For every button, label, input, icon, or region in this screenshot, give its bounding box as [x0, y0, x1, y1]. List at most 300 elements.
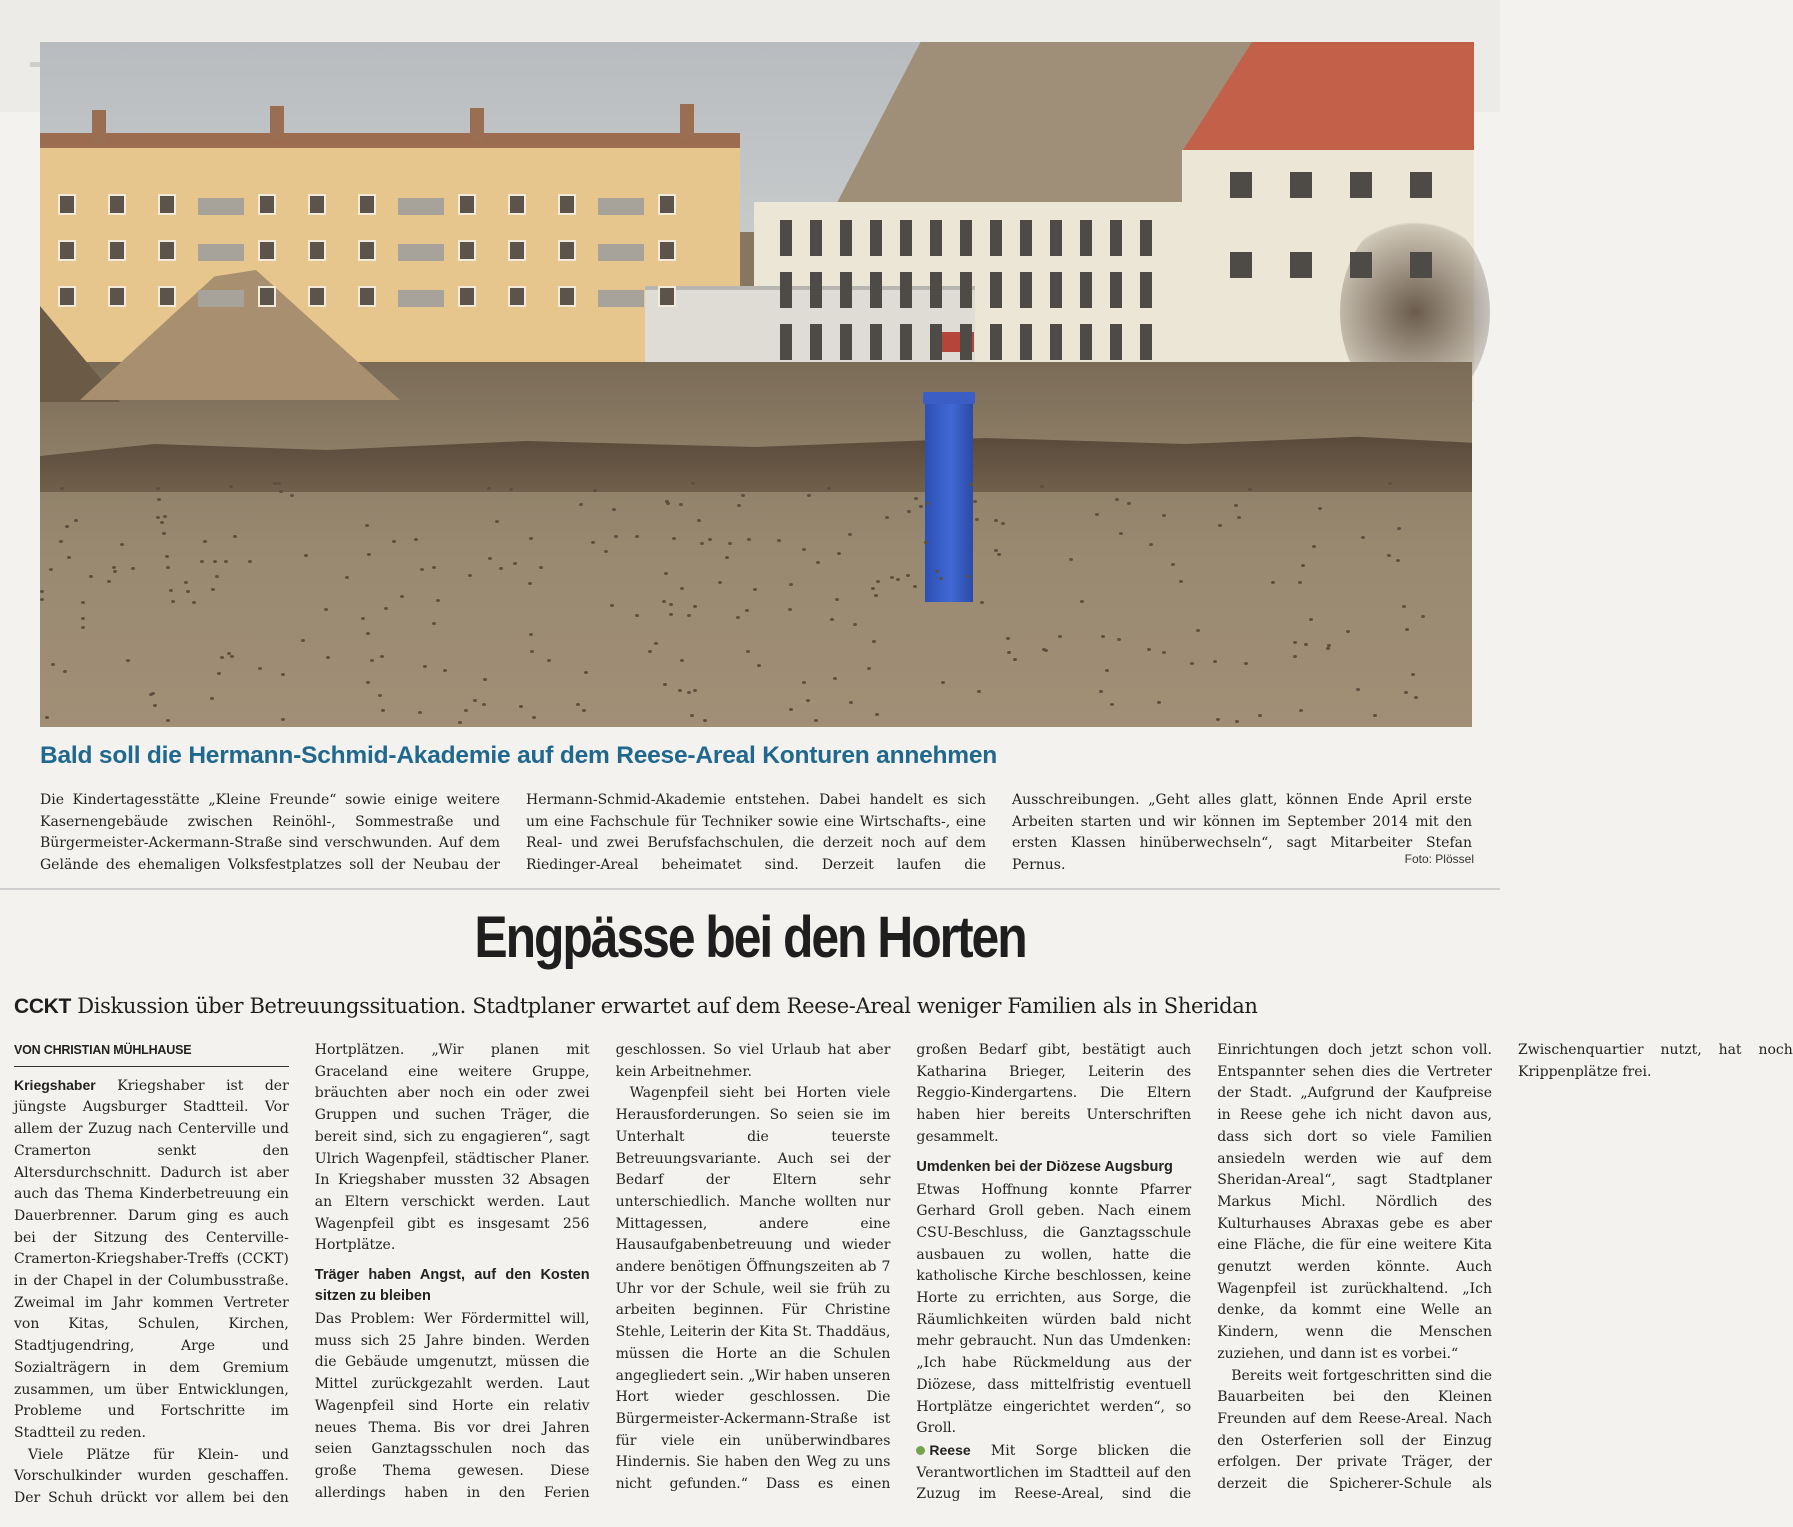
photo-ground-speck — [1216, 718, 1220, 721]
photo-ground-speck — [1119, 532, 1123, 535]
photo-ground-speck — [149, 693, 153, 696]
article-subhead: Träger haben Angst, auf den Kosten sitzen zu bleiben — [314, 1267, 590, 1305]
photo-ground-speck — [1356, 688, 1360, 691]
photo-balcony — [598, 290, 644, 307]
photo-ground-speck — [885, 516, 889, 519]
photo-ground-speck — [687, 691, 691, 694]
photo-academy-window — [1110, 220, 1122, 256]
photo-ground-speck — [1293, 641, 1297, 644]
caption-text: Die Kindertagesstätte „Kleine Freunde“ sowie einige weitere Kasernengebäude zwischen Reinöhl-, Sommestraße und Bürgermeister-Ackermann-Straße sind verschwunden. Auf dem Gelände des ehemaligen Volksfestplatzes soll der Neubau der Hermann-Schmid-Akademie entstehen. Dabei handelt es sich um eine Fachschule für Techniker sowie eine Wirtschafts-, eine Real- und zwei Berufsfachschulen, die derzeit noch auf dem Riedinger-Areal beheimatet sind. Derzeit laufen die Ausschreibungen. „Geht alles glatt, können Ende April erste Arbeiten starten und wir können im September 2014 mit den ersten Klassen hinüberwechseln“, sagt Mitarbeiter Stefan Pernus. — [40, 792, 1472, 873]
photo-window — [258, 240, 276, 261]
photo-ground-speck — [1304, 643, 1308, 646]
photo-ground-speck — [487, 487, 491, 490]
photo-ground-speck — [1326, 647, 1330, 650]
photo-ground-speck — [468, 574, 472, 577]
section-divider — [0, 888, 1500, 890]
photo-ground-speck — [672, 537, 676, 540]
photo-academy-window — [900, 220, 912, 256]
photo-ground-speck — [1405, 628, 1409, 631]
photo-ground-speck — [220, 656, 224, 659]
photo-ground-speck — [184, 581, 188, 584]
photo-ground-speck — [301, 639, 305, 642]
photo-window — [658, 240, 676, 261]
photo-academy-window — [1140, 272, 1152, 308]
photo-ground-speck — [1312, 545, 1316, 548]
photo-ground-speck — [157, 498, 161, 501]
photo-ground-speck — [1258, 714, 1262, 717]
photo-academy-window — [1410, 172, 1432, 198]
photo-ground-speck — [432, 622, 436, 625]
photo-academy-window — [1110, 272, 1122, 308]
photo-ground-speck — [211, 588, 215, 591]
photo-academy-window — [1110, 324, 1122, 360]
photo-ground-speck — [1404, 691, 1408, 694]
photo-ground-speck — [1157, 701, 1161, 704]
photo-ground-speck — [1006, 637, 1010, 640]
photo-ground-speck — [691, 482, 695, 485]
photo-academy-window — [810, 220, 822, 256]
photo-ground-speck — [700, 542, 704, 545]
photo-ground-speck — [604, 550, 608, 553]
photo-ground-speck — [576, 703, 580, 706]
photo-ground-speck — [366, 681, 370, 684]
photo-window — [558, 240, 576, 261]
photo-ground-speck — [473, 699, 477, 702]
photo-balcony — [398, 244, 444, 261]
photo-ground-speck — [1149, 543, 1153, 546]
photo-ground-speck — [664, 572, 668, 575]
photo-ground-speck — [1235, 720, 1239, 723]
photo-ground-speck — [60, 487, 64, 490]
photo-ground-speck — [941, 681, 945, 684]
photo-ground-speck — [233, 535, 237, 538]
photo-ground-speck — [874, 594, 878, 597]
photo-ground-speck — [679, 503, 683, 506]
photo-ground-speck — [443, 669, 447, 672]
article-paragraph-text: Mit Sorge blicken die Verantwortlichen im Stadtteil auf den Zuzug im Reese-Areal, sind die Einrichtungen doch jetzt schon voll. Entspannter sehen dies die Vertreter der Stadt. „Aufgrund der Kaufpreise in Reese gehe ich nicht davon aus, dass sich dort so viele Familien ansiedeln werden wie auf dem Sheridan-Areal“, sagt Stadtplaner Markus Michl. Nördlich des Kulturhauses Abraxas gebe es aber eine Fläche, die für eine weitere Kita genutzt werden könnte. Auch Wagenpfeil ist zurückhaltend. „Ich denke, da kommt eine Welle an Kindern, wenn die Menschen zuziehen, und dann ist es vorbei.“ — [916, 1042, 1492, 1503]
photo-ground-speck — [74, 519, 78, 522]
photo-ground-speck — [203, 540, 207, 543]
reese-bullet-icon — [916, 1446, 925, 1455]
photo-ground-speck — [367, 553, 371, 556]
photo-ground-speck — [690, 714, 694, 717]
photo-window — [58, 286, 76, 307]
photo-ground-speck — [746, 650, 750, 653]
photo-ground-speck — [131, 567, 135, 570]
photo-ground-speck — [1402, 605, 1406, 608]
photo-ground-speck — [458, 721, 462, 724]
photo-ground-speck — [853, 623, 857, 626]
photo-ground-speck — [969, 483, 973, 486]
photo-ground-speck — [747, 538, 751, 541]
photo-ground-speck — [848, 533, 852, 536]
photo-ground-speck — [612, 508, 616, 511]
photo-ground-speck — [1179, 580, 1183, 583]
photo-ground — [40, 362, 1472, 727]
photo-ground-speck — [935, 570, 939, 573]
photo-window — [258, 194, 276, 215]
photo-ground-speck — [1361, 536, 1365, 539]
photo-ground-speck — [163, 515, 167, 518]
photo-ground-speck — [816, 561, 820, 564]
photo-ground-speck — [499, 567, 503, 570]
photo-ground-speck — [1110, 703, 1114, 706]
photo-ground-speck — [610, 604, 614, 607]
photo-ground-speck — [1095, 513, 1099, 516]
photo-ground-speck — [370, 659, 374, 662]
photo-ground-speck — [584, 671, 588, 674]
photo-ground-speck — [162, 532, 166, 535]
caption-body — [40, 790, 1472, 876]
dateline: Kriegshaber — [14, 1076, 96, 1093]
photo-ground-speck — [807, 494, 811, 497]
photo-window — [158, 286, 176, 307]
photo-ground-speck — [432, 566, 436, 569]
photo-ground-speck — [1013, 658, 1017, 661]
photo-ground-speck — [277, 482, 281, 485]
photo-ground-speck — [1069, 558, 1073, 561]
photo-ground-speck — [423, 665, 427, 668]
article-paragraph: Bereits weit fortgeschritten sind die Bauarbeiten bei den Kleinen Freunden auf dem Reese-Areal. Nach den Osterferien soll der Einzug erfolgen. Der private Träger, der derzeit die Spicherer-Schule als Zwischenquartier nutzt, hat noch Krippenplätze frei. — [1217, 1042, 1793, 1493]
photo-ground-speck — [966, 575, 970, 578]
photo-ground-speck — [830, 618, 834, 621]
photo-ground-speck — [680, 587, 684, 590]
headline: Engpässe bei den Horten — [474, 905, 1026, 970]
article-body — [14, 1040, 1793, 1510]
photo-ground-speck — [693, 689, 697, 692]
photo-window — [508, 194, 526, 215]
photo-academy-window — [990, 220, 1002, 256]
photo-ground-speck — [697, 519, 701, 522]
photo-ground-speck — [669, 603, 673, 606]
photo-ground-speck — [1127, 502, 1131, 505]
photo-ground-speck — [290, 494, 294, 497]
photo-ground-speck — [529, 537, 533, 540]
photo-balcony — [198, 244, 244, 261]
photo-ground-speck — [1196, 629, 1200, 632]
photo-balcony — [198, 290, 244, 307]
photo-ground-speck — [107, 580, 111, 583]
photo-ground-speck — [1293, 655, 1297, 658]
photo-academy-window — [1410, 252, 1432, 278]
photo-ground-speck — [483, 678, 487, 681]
photo-ground-speck — [488, 557, 492, 560]
photo-window — [158, 240, 176, 261]
photo-ground-speck — [1397, 527, 1401, 530]
photo-ground-speck — [919, 505, 923, 508]
photo-ground-speck — [1271, 581, 1275, 584]
photo-ground-speck — [126, 659, 130, 662]
photo-ground-speck — [913, 585, 917, 588]
photo-academy-window — [780, 272, 792, 308]
photo-ground-speck — [81, 617, 85, 620]
photo-academy-window — [990, 272, 1002, 308]
photo-ground-speck — [384, 607, 388, 610]
photo-ground-speck — [1117, 638, 1121, 641]
photo-ground-speck — [1162, 651, 1166, 654]
photo-ground-speck — [789, 708, 793, 711]
photo-ground-speck — [737, 504, 741, 507]
article-paragraph: Wagenpfeil sieht bei Horten viele Herausforderungen. So seien sie im Unterhalt die teuerste Betreuungsvariante. Auch sei der Bedarf der Eltern sehr unterschiedlich. Manche wollten nur Mittagessen, andere eine Hausaufgabenbetreuung und wieder andere benötigen Öffnungszeiten ab 7 Uhr vor der Schule, weil sie früh zu arbeiten beginnen. Für Christine Stehle, Leiterin der Kita St. Thaddäus, müssen die Horte an die Schulen angegliedert sein. „Wir haben unseren Hort wieder geschlossen. Die Bürgermeister-Ackermann-Straße ist für viele ein unüberwindbares Hindernis. Sie haben den Weg zu uns nicht gefunden.“ Dass es einen großen Bedarf gibt, bestätigt auch Katharina Brieger, Leiterin des Reggio-Kindergartens. Die Eltern haben hier bereits Unterschriften gesammelt. — [615, 1042, 1192, 1493]
photo-ground-speck — [872, 640, 876, 643]
photo-balcony — [198, 198, 244, 215]
photo-academy-window — [960, 272, 972, 308]
photo-ground-speck — [40, 590, 44, 593]
photo-ground-speck — [1298, 581, 1302, 584]
photo-ground-speck — [519, 705, 523, 708]
photo-ground-speck — [113, 570, 117, 573]
photo-ground-speck — [663, 683, 667, 686]
photo-ground-speck — [1299, 709, 1303, 712]
photo-ground-speck — [420, 568, 424, 571]
photo-ground-speck — [227, 652, 231, 655]
photo-ground-speck — [156, 516, 160, 519]
photo-window — [358, 240, 376, 261]
photo-ground-speck — [378, 694, 382, 697]
photo-chimney — [470, 108, 484, 142]
photo-ground-speck — [680, 659, 684, 662]
photo-ground-speck — [907, 510, 911, 513]
photo-ground-speck — [741, 494, 745, 497]
photo-academy-window — [960, 324, 972, 360]
photo-ground-speck — [192, 601, 196, 604]
photo-window — [158, 194, 176, 215]
photo-ground-speck — [1042, 648, 1046, 651]
photo-ground-speck — [802, 681, 806, 684]
photo-ground-speck — [1162, 514, 1166, 517]
photo-ground-speck — [529, 633, 533, 636]
photo-ground-speck — [728, 542, 732, 545]
photo-window — [58, 240, 76, 261]
photo-academy-window — [810, 272, 822, 308]
photo-ground-speck — [876, 580, 880, 583]
photo-academy-window — [1020, 272, 1032, 308]
photo-ground-speck — [532, 716, 536, 719]
photo-ground-speck — [1115, 498, 1119, 501]
photo-ground-speck — [1007, 651, 1011, 654]
photo-ground-speck — [258, 667, 262, 670]
photo-academy-window — [1050, 220, 1062, 256]
photo-ground-speck — [591, 541, 595, 544]
photo-ground-speck — [871, 587, 875, 590]
photo-ground-speck — [789, 583, 793, 586]
photo-ground-speck — [994, 519, 998, 522]
photo-ground-speck — [400, 595, 404, 598]
photo-ground-speck — [777, 539, 781, 542]
photo-ground-speck — [662, 600, 666, 603]
photo-ground-speck — [703, 719, 707, 722]
photo-window — [308, 240, 326, 261]
photo-ground-speck — [914, 497, 918, 500]
photo-ground-speck — [166, 719, 170, 722]
photo-ground-speck — [547, 659, 551, 662]
photo-ground-speck — [1101, 635, 1105, 638]
photo-ground-speck — [418, 711, 422, 714]
photo-academy-window — [1050, 324, 1062, 360]
photo-ground-speck — [63, 670, 67, 673]
photo-academy-window — [1020, 324, 1032, 360]
photo-ground-speck — [837, 552, 841, 555]
photo-ground-speck — [215, 575, 219, 578]
photo-ground-speck — [213, 560, 217, 563]
photo-ground-speck — [654, 642, 658, 645]
photo-ground-speck — [1213, 660, 1217, 663]
photo-ground-speck — [200, 560, 204, 563]
photo-window — [108, 240, 126, 261]
photo-ground-speck — [160, 521, 164, 524]
photo-ground-speck — [513, 562, 517, 565]
article-photo — [40, 42, 1472, 727]
photo-ground-speck — [279, 490, 283, 493]
photo-window — [458, 240, 476, 261]
photo-credit: Foto: Plössel — [1404, 852, 1474, 866]
photo-ground-speck — [495, 520, 499, 523]
photo-ground-speck — [678, 689, 682, 692]
photo-ground-speck — [975, 518, 979, 521]
photo-academy-window — [990, 324, 1002, 360]
photo-ground-speck — [1248, 488, 1252, 491]
photo-ground-speck — [380, 655, 384, 658]
photo-ground-speck — [806, 699, 810, 702]
photo-ground-speck — [482, 703, 486, 706]
photo-academy-window — [1290, 252, 1312, 278]
photo-ground-speck — [509, 488, 513, 491]
photo-academy-window — [870, 324, 882, 360]
photo-ground-speck — [229, 485, 233, 488]
photo-ground-speck — [361, 617, 365, 620]
photo-ground-speck — [745, 609, 749, 612]
photo-ground-speck — [248, 560, 252, 563]
photo-academy-window — [1350, 172, 1372, 198]
photo-ground-speck — [1346, 630, 1350, 633]
article-paragraph: Etwas Hoffnung konnte Pfarrer Gerhard Groll geben. Nach einem CSU-Beschluss, die Ganztagsschule ausbauen zu wollen, hatte die katholische Kirche beschlossen, keine Horte zu errichten, aus Sorge, die Räumlichkeiten würden bald nicht mehr gebraucht. Nun das Umdenken: „Ich habe Rückmeldung aus der Diözese, dass mittelfristig eventuell Hortplätze eingerichtet werden“, so Groll. — [916, 1181, 1192, 1437]
photo-ground-speck — [345, 576, 349, 579]
photo-ground-speck — [1234, 504, 1238, 507]
photo-ground-speck — [1421, 615, 1425, 618]
photo-ground-speck — [835, 598, 839, 601]
photo-ground-speck — [165, 555, 169, 558]
photo-ground-speck — [980, 601, 984, 604]
photo-ground-speck — [1080, 600, 1084, 603]
photo-ground-speck — [530, 650, 534, 653]
photo-ground-speck — [1396, 559, 1400, 562]
photo-academy-window — [1230, 252, 1252, 278]
photo-ground-speck — [51, 663, 55, 666]
photo-window — [258, 286, 276, 307]
photo-ground-speck — [217, 672, 221, 675]
photo-academy-window — [900, 324, 912, 360]
photo-window — [508, 240, 526, 261]
photo-ground-speck — [326, 656, 330, 659]
photo-window — [308, 194, 326, 215]
photo-balcony — [398, 198, 444, 215]
photo-academy-window — [780, 324, 792, 360]
photo-academy-window — [870, 220, 882, 256]
photo-academy-window — [780, 220, 792, 256]
photo-academy-window — [1140, 324, 1152, 360]
photo-ground-speck — [687, 614, 691, 617]
photo-ground-speck — [1058, 635, 1062, 638]
photo-academy-window — [840, 272, 852, 308]
photo-ground-speck — [224, 560, 228, 563]
article-paragraph-text: Kriegshaber ist der jüngste Augsburger Stadtteil. Vor allem der Zuzug nach Centerville und Cramerton senkt den Altersdurchschnitt. Dadurch ist aber auch das Thema Kinderbetreuung ein Dauerbrenner. Darum ging es auch bei der Sitzung des Centerville-Cramerton-Kriegshaber-Treffs (CCKT) in der Chapel in der Columbusstraße. Zweimal im Jahr kommen Vertreter von Kitas, Schulen, Kirchen, Stadtjugendring, Arge und Sozialträgern in dem Gremium zusammen, um über Entwicklungen, Probleme und Fortschritte im Stadtteil zu reden. — [14, 1077, 289, 1441]
photo-ground-speck — [906, 574, 910, 577]
photo-ground-speck — [81, 601, 85, 604]
photo-academy-window — [1080, 272, 1092, 308]
photo-ground-speck — [753, 588, 757, 591]
photo-ground-speck — [1414, 696, 1418, 699]
article-paragraph: Das Problem: Wer Fördermittel will, muss sich 25 Jahre binden. Werden die Gebäude umgenutzt, müssen die Mittel zurückgezahlt werden. Laut Wagenpfeil sind Horte ein relativ neues Thema. Bis vor drei Jahren seien Ganztagsschulen noch das große Thema gewesen. Diese allerdings haben in den Ferien geschlossen. So viel Urlaub hat aber kein Arbeitnehmer. — [314, 1042, 891, 1501]
photo-ground-speck — [736, 616, 740, 619]
photo-ground-speck — [1190, 662, 1194, 665]
caption-title: Bald soll die Hermann-Schmid-Akademie auf dem Reese-Areal Konturen annehmen — [40, 742, 998, 769]
photo-academy-window — [960, 220, 972, 256]
photo-ground-speck — [582, 709, 586, 712]
photo-ground-speck — [230, 655, 234, 658]
photo-ground-speck — [281, 718, 285, 721]
photo-blue-pipe — [925, 397, 973, 602]
photo-ground-speck — [45, 716, 49, 719]
photo-academy-window — [1350, 252, 1372, 278]
photo-ground-speck — [635, 614, 639, 617]
byline: VON CHRISTIAN MÜHLHAUSE — [14, 1040, 289, 1067]
photo-ground-speck — [1244, 662, 1248, 665]
photo-ground-speck — [166, 566, 170, 569]
photo-ground-speck — [366, 632, 370, 635]
photo-academy-window — [840, 324, 852, 360]
photo-ground-speck — [40, 598, 44, 601]
photo-ground-speck — [414, 538, 418, 541]
photo-academy-window — [930, 220, 942, 256]
photo-ground-speck — [1309, 618, 1313, 621]
photo-window — [58, 194, 76, 215]
photo-academy-window — [840, 220, 852, 256]
photo-balcony — [598, 198, 644, 215]
photo-ground-speck — [666, 502, 670, 505]
photo-ground-speck — [1301, 564, 1305, 567]
photo-ground-speck — [725, 556, 729, 559]
photo-ground-speck — [65, 525, 69, 528]
photo-window — [558, 286, 576, 307]
photo-academy-window — [930, 324, 942, 360]
photo-ground-speck — [867, 667, 871, 670]
photo-chimney — [680, 104, 694, 138]
photo-blue-pipe-cap — [923, 392, 975, 404]
photo-ground-speck — [849, 701, 853, 704]
photo-ground-speck — [1388, 482, 1392, 485]
photo-ground-speck — [1171, 563, 1175, 566]
article-paragraph — [14, 1075, 289, 1445]
photo-academy-window — [1080, 220, 1092, 256]
photo-ground-speck — [81, 626, 85, 629]
photo-ground-speck — [926, 502, 930, 505]
photo-window — [358, 194, 376, 215]
photo-academy-window — [1020, 220, 1032, 256]
photo-academy-window — [1230, 172, 1252, 198]
photo-balcony — [398, 290, 444, 307]
photo-ground-speck — [120, 543, 124, 546]
photo-balcony — [598, 244, 644, 261]
photo-ground-speck — [49, 568, 53, 571]
photo-ground-speck — [896, 578, 900, 581]
photo-academy-window — [810, 324, 822, 360]
photo-ground-speck — [1105, 669, 1109, 672]
photo-ground-speck — [814, 719, 818, 722]
photo-ground-speck — [614, 535, 618, 538]
photo-ground-speck — [635, 535, 639, 538]
article-subhead: Umdenken bei der Diözese Augsburg — [916, 1158, 1173, 1175]
photo-ground-speck — [757, 664, 761, 667]
